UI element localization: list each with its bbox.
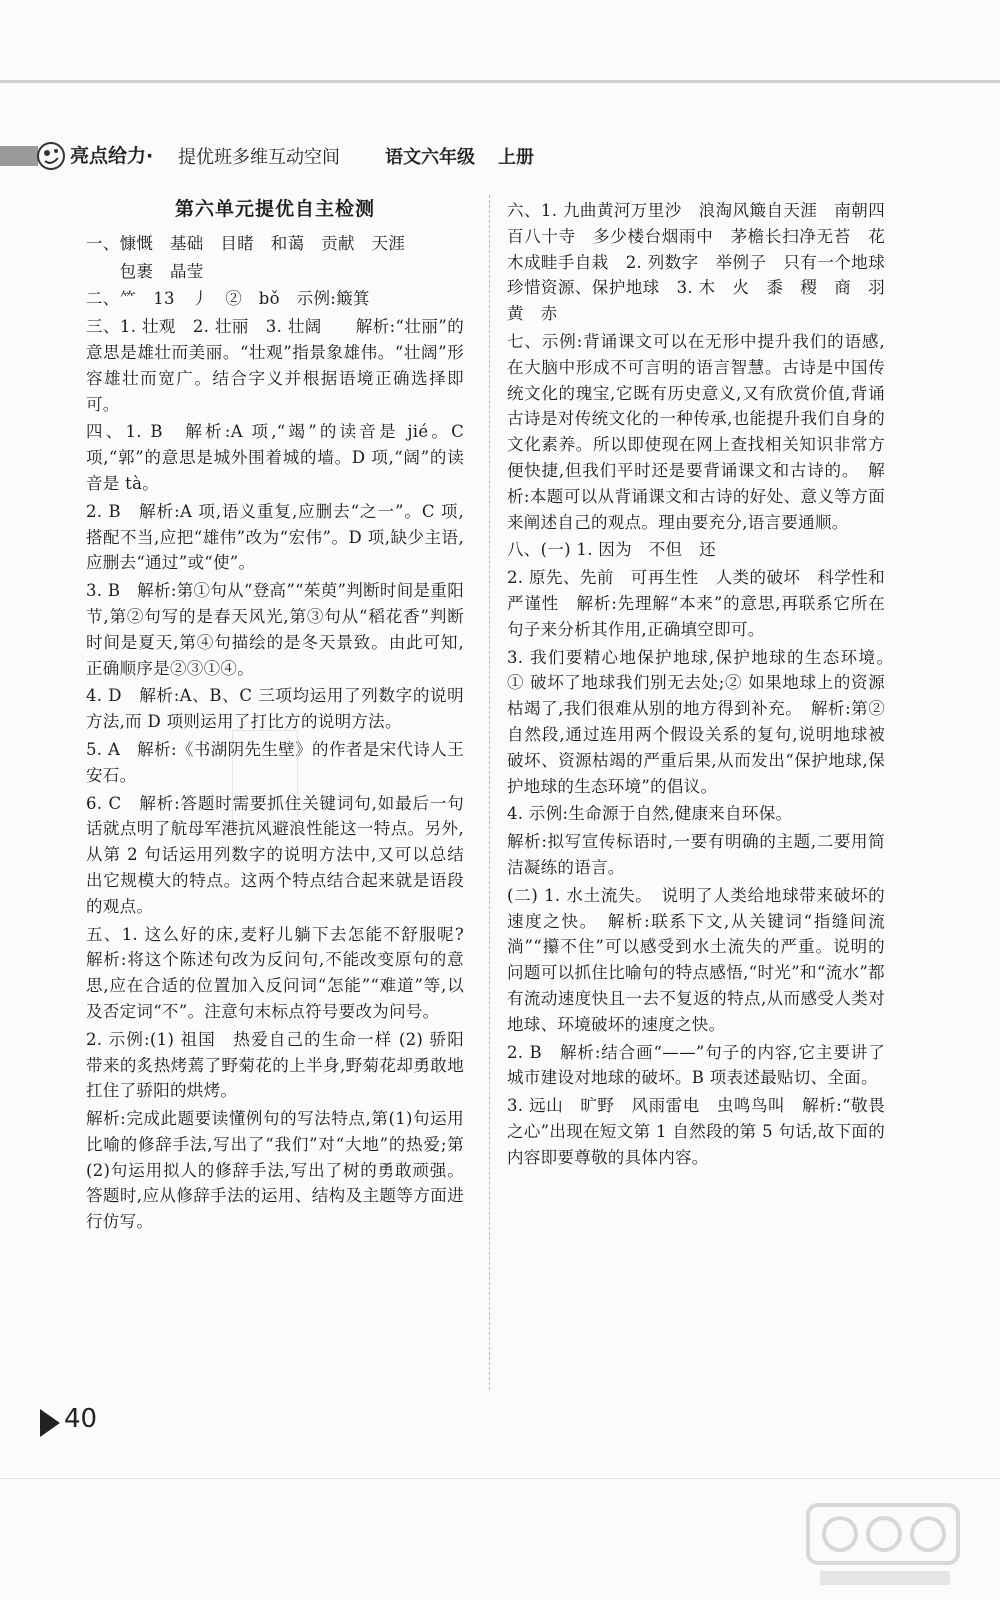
answer-item: 5. A 解析:《书湖阴先生壁》的作者是宋代诗人王安石。: [86, 739, 464, 785]
answer-item: 3. 远山 旷野 风雨雷电 虫鸣鸟叫 解析:“敬畏之心”出现在短文第 1 自然段的第 5 句话,故下面的内容即要尊敬的具体内容。: [507, 1096, 885, 1167]
answer-item: 解析:完成此题要读懂例句的写法特点,第(1)句运用比喻的修辞手法,写出了“我们”对“大地”的热爱;第(2)句运用拟人的修辞手法,写出了树的勇敢顽强。答题时,应从修辞手法的运用、结构及主题等方面进行仿写。: [86, 1109, 464, 1232]
answer-item: 3. 我们要精心地保护地球,保护地球的生态环境。 ① 破坏了地球我们别无去处;② 如果地球上的资源枯竭了,我们很难从别的地方得到补充。 解析:第②自然段,通过连用两个假设关系的复句,说明地球被破坏、资源枯竭的严重后果,从而发出“保护地球,保护地球的生态环境”的倡议。: [507, 647, 902, 796]
answer-item: 二、⺮ 13 丿 ② bǒ 示例:簸箕: [86, 289, 370, 309]
answer-item: 包裹 晶莹: [86, 261, 204, 281]
answer-item: 八、(一) 1. 因为 不但 还: [507, 540, 716, 560]
answer-item: 2. 原先、先前 可再生性 人类的破坏 科学性和严谨性 解析:先理解“本来”的意思,再联系它所在句子来分析其作用,正确填空即可。: [507, 568, 885, 639]
answer-item: 五、1. 这么好的床,麦籽儿躺下去怎能不舒服呢? 解析:将这个陈述句改为反问句,不能改变原句的意思,应在合适的位置加入反问词“怎能”“难道”等,以及否定词“不”。注意句末标点符号要改为问号。: [86, 924, 481, 1021]
answer-item: (二) 1. 水土流失。 说明了人类给地球带来破坏的速度之快。 解析:联系下文,从关键词“指缝间流淌”“攥不住”可以感受到水土流失的严重。说明的问题可以抓住比喻句的特点感悟,“时光”和“流水”都有流动速度快且一去不复返的特点,从而感受人类对地球、环境破坏的速度之快。: [507, 885, 885, 1034]
column-divider: [489, 195, 490, 1390]
answer-item: 四、1. B 解析:A 项,“竭”的读音是 jié。C 项,“郭”的意思是城外围着城的墙。D 项,“阔”的读音是 tà。: [86, 422, 464, 493]
left-column: [86, 195, 481, 1237]
answer-item: 2. B 解析:A 项,语义重复,应删去“之一”。C 项,搭配不当,应把“雄伟”改为“宏伟”。D 项,缺少主语,应删去“通过”或“使”。: [86, 501, 464, 573]
answer-item: 4. 示例:生命源于自然,健康来自环保。: [507, 804, 793, 824]
top-rule: [0, 80, 1000, 83]
header-subtitle: 提优班多维互动空间: [178, 147, 340, 168]
answer-item: 三、1. 壮观 2. 壮丽 3. 壮阔 解析:“壮丽”的意思是雄壮而美丽。“壮观”指景象雄伟。“壮阔”形容雄壮而宽广。结合字义并根据语境正确选择即可。: [86, 317, 464, 414]
answer-item: 4. D 解析:A、B、C 三项均运用了列数字的说明方法,而 D 项则运用了打比方的说明方法。: [86, 686, 464, 732]
page-arrow-icon: [40, 1409, 60, 1437]
header-bar: [0, 146, 38, 166]
answer-item: 六、1. 九曲黄河万里沙 浪淘风簸自天涯 南朝四百八十寺 多少楼台烟雨中 茅檐长扫净无苔 花木成畦手自栽 2. 列数字 举例子 只有一个地球 珍惜资源、保护地球 3. 木 火 黍 稷 商 羽 黄 赤: [507, 201, 902, 324]
answer-item: 七、示例:背诵课文可以在无形中提升我们的语感,在大脑中形成不可言明的语言智慧。古诗是中国传统文化的瑰宝,它既有历史意义,又有欣赏价值,背诵古诗是对传统文化的一种传承,也能提升我们自身的文化素养。所以即使现在网上查找相关知识非常方便快捷,但我们平时还是要背诵课文和古诗的。 解析:本题可以从背诵课文和古诗的好处、意义等方面来阐述自己的观点。理由要充分,语言要通顺。: [507, 331, 885, 532]
section-title: 第六单元提优自主检测: [174, 198, 375, 220]
header-brand: 亮点给力·: [70, 145, 154, 167]
answer-item: 解析:拟写宣传标语时,一要有明确的主题,二要用简洁凝练的语言。: [507, 832, 885, 877]
brand-logo-icon: [36, 141, 66, 171]
running-header: [0, 140, 1000, 172]
answer-item: 一、慷慨 基础 目睹 和蔼 贡献 天涯: [86, 233, 406, 253]
faint-stamp-watermark: [232, 730, 298, 822]
page-number: 40: [64, 1404, 98, 1434]
site-watermark-logo: [800, 1495, 970, 1595]
answer-item: 6. C 解析:答题时需要抓住关键词句,如最后一句话就点明了航母军港抗风避浪性能这一特点。另外,从第 2 句话运用列数字的说明方法中,又可以总结出它规模大的特点。这两个特点结合起来就是语段的观点。: [86, 793, 464, 916]
header-subject: 语文六年级: [385, 147, 475, 168]
header-volume: 上册: [498, 147, 534, 168]
answer-item: 3. B 解析:第①句从“登高”“茱萸”判断时间是重阳节,第②句写的是春天风光,第③句从“稻花香”判断时间是夏天,第④句描绘的是冬天景致。由此可知,正确顺序是②③①④。: [86, 581, 464, 678]
answer-item: 2. 示例:(1) 祖国 热爱自己的生命一样 (2) 骄阳带来的炙热烤蔫了野菊花的上半身,野菊花却勇敢地扛住了骄阳的烘烤。: [86, 1029, 464, 1101]
bottom-rule: [0, 1478, 1000, 1479]
right-column: [507, 198, 902, 1172]
answer-item: 2. B 解析:结合画“——”句子的内容,它主要讲了城市建设对地球的破坏。B 项表述最贴切、全面。: [507, 1042, 885, 1088]
